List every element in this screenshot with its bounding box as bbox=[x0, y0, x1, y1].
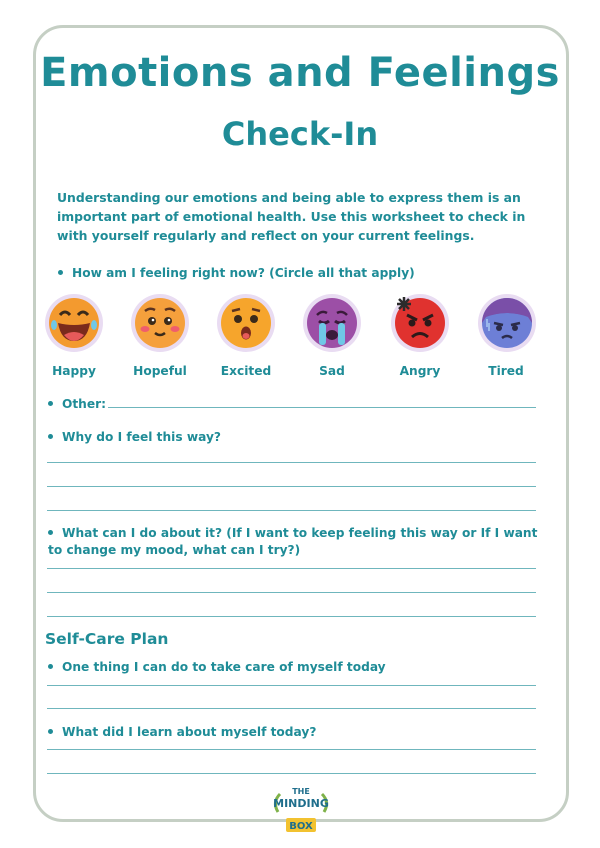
answer-line-why-1[interactable] bbox=[47, 462, 536, 463]
bullet-icon bbox=[48, 530, 53, 535]
tired-face-icon[interactable] bbox=[477, 293, 537, 353]
logo-text-box: BOX bbox=[289, 821, 313, 832]
angry-face-icon[interactable] bbox=[390, 293, 450, 353]
emotion-label-hopeful: Hopeful bbox=[133, 364, 187, 378]
minding-box-logo bbox=[270, 782, 332, 834]
page-subtitle: Check-In bbox=[221, 115, 379, 153]
happy-face-icon[interactable] bbox=[44, 293, 104, 353]
question-why: Why do I feel this way? bbox=[48, 430, 221, 444]
logo-text-minding: MINDING bbox=[273, 797, 329, 810]
bullet-icon bbox=[58, 270, 63, 275]
answer-line-one-thing-1[interactable] bbox=[47, 685, 536, 686]
emotion-label-excited: Excited bbox=[220, 364, 272, 378]
intro-text: Understanding our emotions and being able to express them is an important part of emotional health. Use this worksheet to check in with yourself regularly and reflect on your current feelings. bbox=[57, 190, 526, 243]
answer-line-why-3[interactable] bbox=[47, 510, 536, 511]
answer-line-what-1[interactable] bbox=[47, 568, 536, 569]
question-one-thing: One thing I can do to take care of myself today bbox=[48, 660, 386, 674]
sad-face-icon[interactable] bbox=[302, 293, 362, 353]
question-learn: What did I learn about myself today? bbox=[48, 725, 316, 739]
excited-face-icon[interactable] bbox=[216, 293, 276, 353]
question-other: Other: bbox=[48, 397, 106, 411]
emotion-label-happy: Happy bbox=[52, 364, 96, 378]
answer-line-one-thing-2[interactable] bbox=[47, 708, 536, 709]
section-title-self-care: Self-Care Plan bbox=[45, 630, 169, 648]
logo-text-the: THE bbox=[292, 787, 310, 796]
question-what-can-i-do: What can I do about it? (If I want to keep feeling this way or If I want to change my mood, what can I try?) bbox=[48, 526, 538, 557]
bullet-icon bbox=[48, 401, 53, 406]
hopeful-face-icon[interactable] bbox=[130, 293, 190, 353]
question-feeling-now: How am I feeling right now? (Circle all that apply) bbox=[58, 266, 415, 280]
answer-line-what-3[interactable] bbox=[47, 616, 536, 617]
answer-line-what-2[interactable] bbox=[47, 592, 536, 593]
answer-line-why-2[interactable] bbox=[47, 486, 536, 487]
page-title: Emotions and Feelings bbox=[40, 50, 560, 96]
answer-line-learn-1[interactable] bbox=[47, 749, 536, 750]
answer-line-learn-2[interactable] bbox=[47, 773, 536, 774]
answer-line-other[interactable] bbox=[108, 407, 536, 408]
bullet-icon bbox=[48, 729, 53, 734]
bullet-icon bbox=[48, 434, 53, 439]
emotion-label-sad: Sad bbox=[319, 364, 345, 378]
emotion-label-angry: Angry bbox=[399, 364, 441, 378]
emotion-label-tired: Tired bbox=[488, 364, 524, 378]
bullet-icon bbox=[48, 664, 53, 669]
